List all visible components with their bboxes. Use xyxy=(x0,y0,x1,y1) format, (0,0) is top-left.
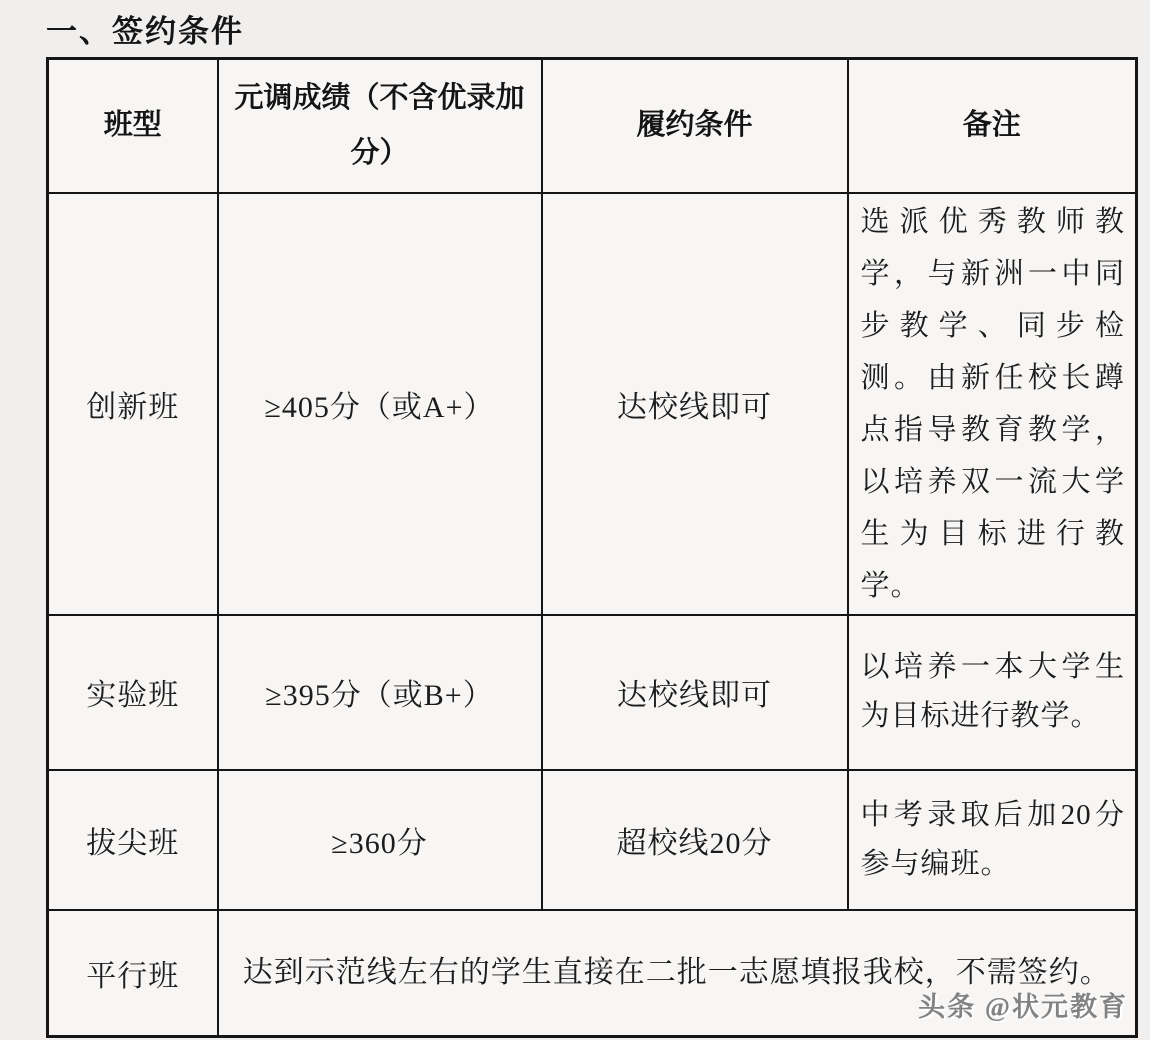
cell-remark: 以培养一本大学生为目标进行教学。 xyxy=(848,615,1137,770)
cell-score: ≥360分 xyxy=(218,770,542,910)
cell-class-type: 拔尖班 xyxy=(48,770,218,910)
header-class-type: 班型 xyxy=(48,59,218,193)
cell-remark: 中考录取后加20分参与编班。 xyxy=(848,770,1137,910)
page-title: 一、签约条件 xyxy=(46,14,244,49)
cell-class-type: 平行班 xyxy=(48,910,218,1037)
table-header-row xyxy=(48,59,1137,193)
cell-class-type: 实验班 xyxy=(48,615,218,770)
cell-score: ≥395分（或B+） xyxy=(218,615,542,770)
table-row-innovation-class xyxy=(48,193,1137,615)
cell-merged-note: 达到示范线左右的学生直接在二批一志愿填报我校，不需签约。 xyxy=(218,910,1137,1037)
table-row-top-class xyxy=(48,770,1137,910)
watermark: 头条 @状元教育 xyxy=(918,992,1128,1022)
cell-condition: 超校线20分 xyxy=(542,770,848,910)
header-remark: 备注 xyxy=(848,59,1137,193)
cell-condition: 达校线即可 xyxy=(542,615,848,770)
cell-score: ≥405分（或A+） xyxy=(218,193,542,615)
cell-condition: 达校线即可 xyxy=(542,193,848,615)
table-row-experiment-class xyxy=(48,615,1137,770)
cell-class-type: 创新班 xyxy=(48,193,218,615)
cell-remark: 选派优秀教师教学，与新洲一中同步教学、同步检测。由新任校长蹲点指导教育教学，以培养双一流大学生为目标进行教学。 xyxy=(848,193,1137,615)
header-contract-condition: 履约条件 xyxy=(542,59,848,193)
header-exam-score: 元调成绩（不含优录加分） xyxy=(218,59,542,193)
signing-conditions-table xyxy=(46,57,1138,1038)
